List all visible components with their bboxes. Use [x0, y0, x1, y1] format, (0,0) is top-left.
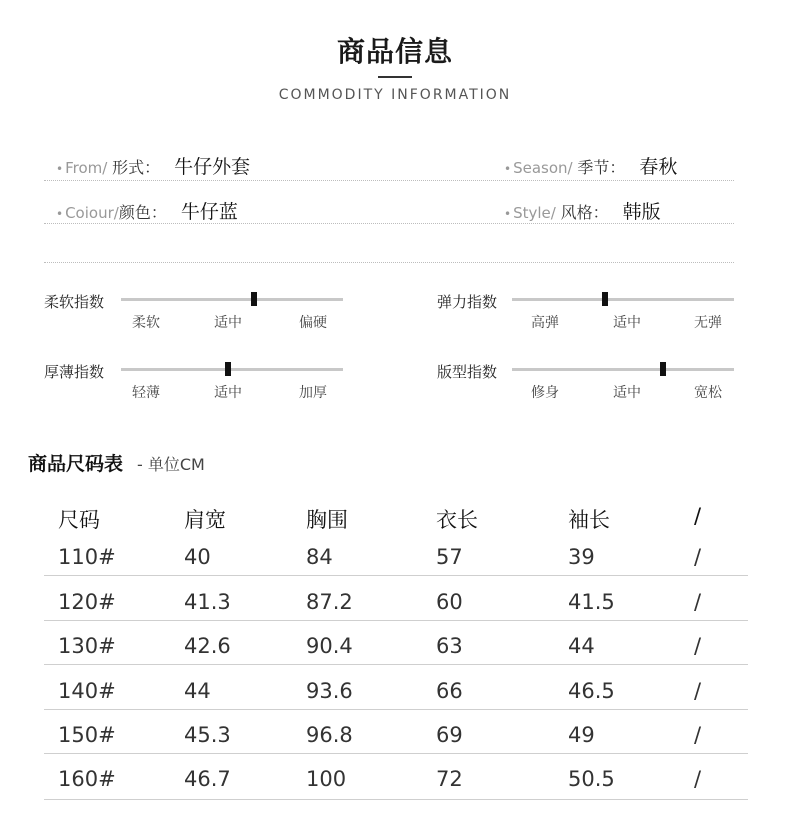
table-cell-extra: / — [694, 767, 702, 791]
table-cell-size: 130# — [58, 634, 116, 658]
size-table-unit: - 单位CM — [137, 455, 205, 474]
bullet-icon: • — [56, 207, 64, 221]
index-thickness-label: 厚薄指数 — [44, 363, 105, 381]
table-cell-extra: / — [694, 634, 702, 658]
table-cell-length: 72 — [436, 767, 463, 791]
table-row-divider — [44, 799, 748, 800]
table-cell-shoulder: 46.7 — [184, 767, 231, 791]
table-cell-sleeve: 49 — [568, 723, 595, 747]
attr-style-value: 韩版 — [622, 201, 661, 223]
table-cell-sleeve: 50.5 — [568, 767, 615, 791]
bullet-icon: • — [504, 207, 512, 221]
table-cell-length: 69 — [436, 723, 463, 747]
table-cell-chest: 100 — [306, 767, 347, 791]
attr-colour — [56, 197, 238, 224]
tick-label: 偏硬 — [299, 315, 327, 331]
table-cell-extra: / — [694, 679, 702, 703]
attr-form-cn: 形式： — [112, 158, 161, 177]
index-thickness-marker — [225, 362, 231, 376]
tick-label: 适中 — [613, 315, 641, 331]
table-row-divider — [44, 664, 748, 665]
table-cell-chest: 93.6 — [306, 679, 353, 703]
table-cell-length: 60 — [436, 590, 463, 614]
index-softness-track — [121, 298, 343, 301]
header-cell-shoulder: 肩宽 — [184, 508, 226, 532]
header-cell-chest: 胸围 — [306, 508, 348, 532]
tick-label: 宽松 — [694, 385, 722, 401]
index-fit-marker — [660, 362, 666, 376]
index-thickness-track — [121, 368, 343, 371]
attr-season-en: Season/ — [513, 159, 573, 177]
table-cell-chest: 87.2 — [306, 590, 353, 614]
table-cell-size: 140# — [58, 679, 116, 703]
divider — [44, 262, 734, 263]
bullet-icon: • — [56, 162, 64, 176]
table-row-divider — [44, 620, 748, 621]
attr-style-en: Style/ — [513, 204, 556, 222]
page-subtitle: COMMODITY INFORMATION — [278, 87, 512, 103]
header-cell-sleeve: 袖长 — [568, 508, 610, 532]
table-cell-chest: 84 — [306, 545, 333, 569]
attr-season-value: 春秋 — [639, 156, 678, 178]
table-cell-length: 66 — [436, 679, 463, 703]
attr-form-value: 牛仔外套 — [174, 156, 251, 178]
table-cell-extra: / — [694, 590, 702, 614]
tick-label: 适中 — [613, 385, 641, 401]
tick-label: 加厚 — [299, 385, 327, 401]
attr-form-en: From/ — [65, 159, 108, 177]
table-cell-chest: 90.4 — [306, 634, 353, 658]
size-table-title: 商品尺码表 — [28, 453, 124, 475]
table-row-divider — [44, 709, 748, 710]
attr-style — [504, 197, 661, 224]
header-cell-extra: / — [694, 504, 702, 528]
attr-colour-value: 牛仔蓝 — [180, 201, 238, 223]
table-cell-sleeve: 46.5 — [568, 679, 615, 703]
table-cell-length: 57 — [436, 545, 463, 569]
index-elasticity-track — [512, 298, 734, 301]
table-cell-length: 63 — [436, 634, 463, 658]
bullet-icon: • — [504, 162, 512, 176]
divider — [44, 223, 734, 224]
table-cell-shoulder: 42.6 — [184, 634, 231, 658]
table-cell-chest: 96.8 — [306, 723, 353, 747]
table-row-divider — [44, 575, 748, 576]
table-cell-extra: / — [694, 723, 702, 747]
index-fit-label: 版型指数 — [437, 363, 498, 381]
attr-colour-en: Coiour/ — [65, 204, 119, 222]
attr-style-cn: 风格： — [560, 203, 609, 222]
table-cell-sleeve: 44 — [568, 634, 595, 658]
index-elasticity-marker — [602, 292, 608, 306]
table-cell-shoulder: 44 — [184, 679, 211, 703]
tick-label: 高弹 — [531, 315, 559, 331]
table-cell-size: 110# — [58, 545, 116, 569]
table-cell-extra: / — [694, 545, 702, 569]
tick-label: 无弹 — [694, 315, 722, 331]
page-title: 商品信息 — [336, 35, 453, 68]
tick-label: 柔软 — [132, 315, 160, 331]
tick-label: 修身 — [531, 385, 559, 401]
table-cell-size: 160# — [58, 767, 116, 791]
table-cell-size: 120# — [58, 590, 116, 614]
index-fit-track — [512, 368, 734, 371]
table-cell-size: 150# — [58, 723, 116, 747]
table-cell-sleeve: 39 — [568, 545, 595, 569]
header-cell-length: 衣长 — [436, 508, 478, 532]
attr-colour-cn: 颜色： — [118, 203, 167, 222]
attr-season — [504, 152, 677, 179]
index-softness-marker — [251, 292, 257, 306]
table-cell-shoulder: 41.3 — [184, 590, 231, 614]
title-underline — [378, 76, 412, 78]
table-cell-shoulder: 45.3 — [184, 723, 231, 747]
index-softness-label: 柔软指数 — [44, 293, 105, 311]
table-cell-shoulder: 40 — [184, 545, 211, 569]
table-cell-sleeve: 41.5 — [568, 590, 615, 614]
attr-season-cn: 季节： — [577, 158, 626, 177]
tick-label: 轻薄 — [132, 385, 160, 401]
table-row-divider — [44, 753, 748, 754]
tick-label: 适中 — [214, 385, 242, 401]
header-cell-size: 尺码 — [58, 508, 100, 532]
attr-form — [56, 152, 250, 179]
divider — [44, 180, 734, 181]
index-elasticity-label: 弹力指数 — [437, 293, 498, 311]
tick-label: 适中 — [214, 315, 242, 331]
